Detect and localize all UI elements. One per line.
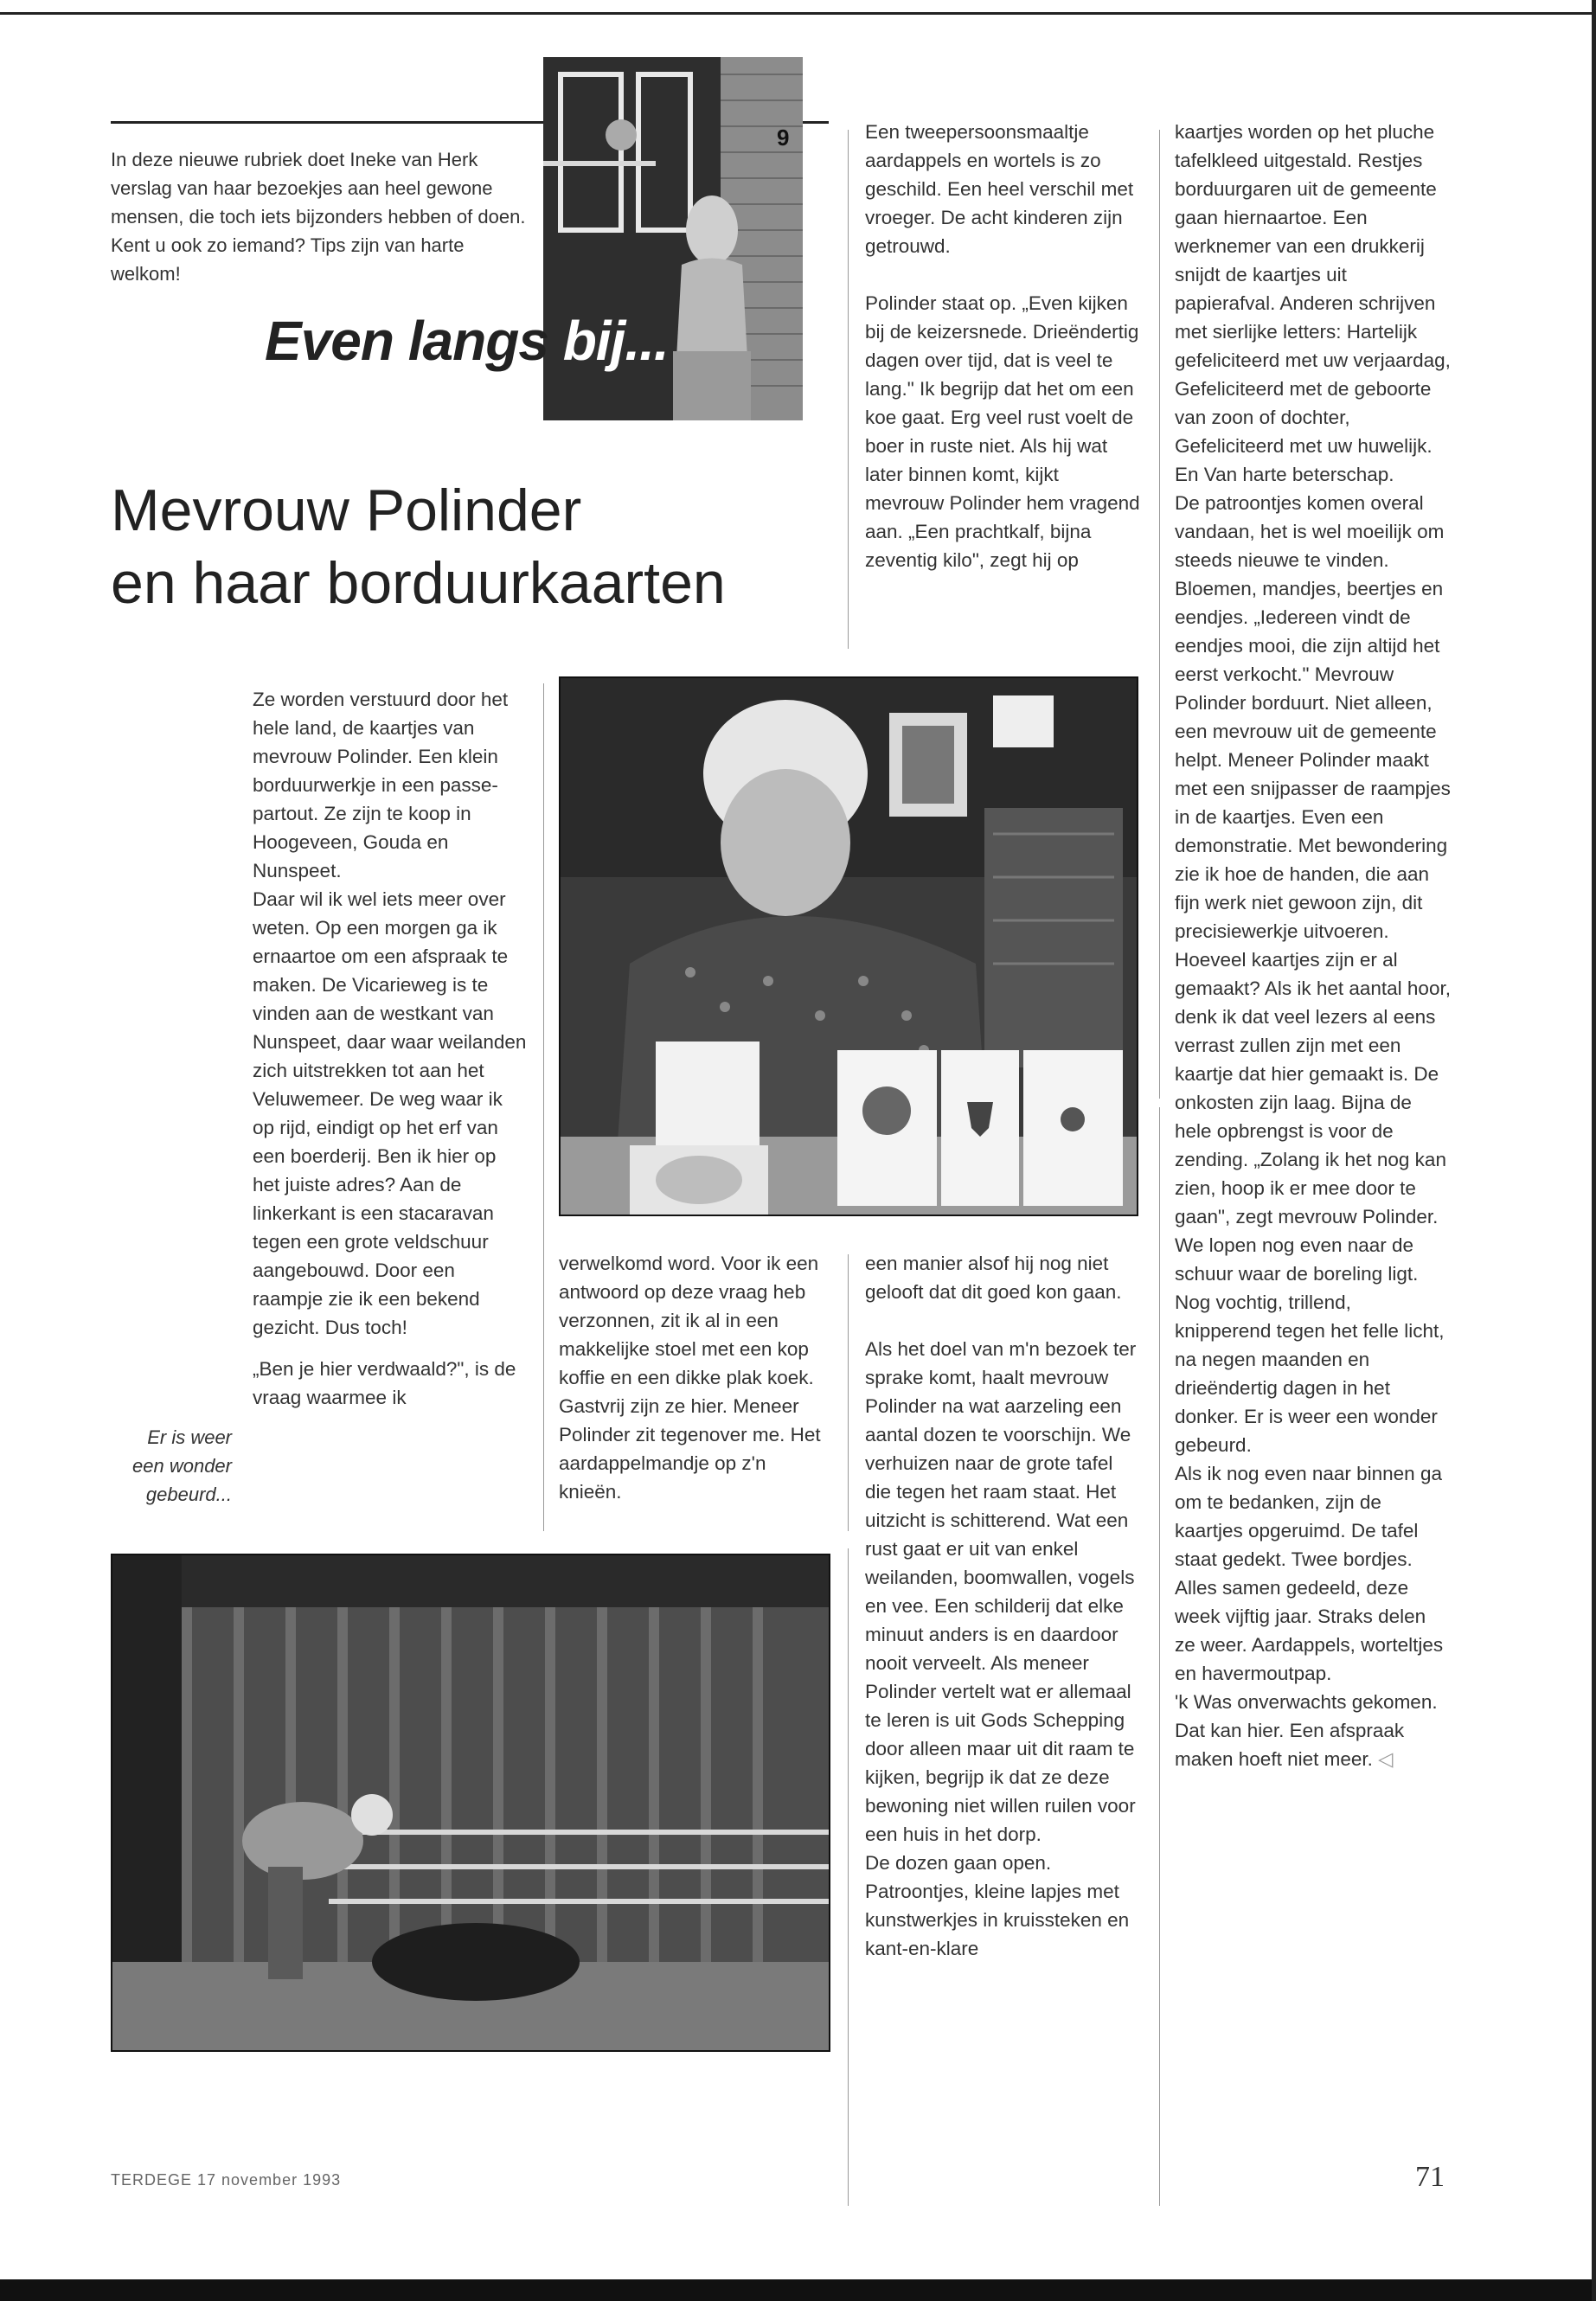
rubric-title-main: Even langs xyxy=(265,310,563,372)
door-number: 9 xyxy=(777,125,790,151)
paragraph: verwelkomd word. Voor ik een antwoord op deze vraag heb verzonnen, zit ik al in een makkelijke stoel met een kop koffie en een dikke plak koek. Gastvrij zijn ze hier. Meneer Polinder zit tegenover me. Het aardappelmandje op z'n knieën. xyxy=(559,1253,821,1503)
barn-photo xyxy=(111,1554,830,2052)
card-photo-graphic xyxy=(561,678,1138,1216)
paragraph: De dozen gaan open. Patroontjes, kleine lapjes met kunstwerkjes in kruissteken en kant-en-klare xyxy=(865,1852,1130,1959)
paragraph: Ze worden verstuurd door het hele land, de kaartjes van mevrouw Polinder. Een klein borduurwerkje in een passe-partout. Ze zijn te koop in Hoogeveen, Gouda en Nunspeet. xyxy=(253,689,509,881)
paragraph: een manier alsof hij nog niet gelooft dat dit goed kon gaan. xyxy=(865,1253,1122,1303)
headline xyxy=(111,474,855,619)
paragraph: Hoeveel kaartjes zijn er al gemaakt? Als ik het aantal hoor, denk ik dat veel lezers al eens verrast zullen zijn met een kaartje dat hier gemaakt is. De onkosten zijn laag. Bijna de hele opbrengst is voor de zending. „Zolang ik het nog kan zien, hoop ik er mee door te gaan", zegt mevrouw Polinder. xyxy=(1175,949,1451,1227)
column-divider xyxy=(848,130,849,649)
column-c-bottom xyxy=(865,1249,1140,1963)
column-divider xyxy=(848,1548,849,2206)
paragraph: Daar wil ik wel iets meer over weten. Op een morgen ga ik ernaartoe om een afspraak te maken. De Vicarieweg is te vinden aan de westkant van Nunspeet, daar waar weilanden zich uitstrekken tot aan het Veluwemeer. De weg waar ik op rijd, eindigt op het erf van een boerderij. Ben ik hier op het juiste adres? Aan de linkerkant is een stacaravan tegen een grote veldschuur aangebouwd. Door een raampje zie ik een bekend gezicht. Dus toch! xyxy=(253,888,527,1338)
paragraph: Polinder staat op. „Even kijken bij de keizersnede. Drieëndertig dagen over tijd, dat is veel te lang." Ik begrijp dat het om een koe gaat. Erg veel rust voelt de boer in ruste niet. Als hij wat later binnen komt, kijkt mevrouw Polinder hem vragend aan. „Een prachtkalf, bijna zeventig kilo", zegt hij op xyxy=(865,292,1140,571)
column-b xyxy=(559,1249,834,1506)
footer-page-number: 71 xyxy=(1415,2161,1445,2193)
card-photo xyxy=(559,676,1138,1216)
paragraph: Als ik nog even naar binnen ga om te bedanken, zijn de kaartjes opgeruimd. De tafel staat gedekt. Twee bordjes. Alles samen gedeeld, deze week vijftig jaar. Straks delen ze weer. Aardappels, worteltjes en havermoutpap. xyxy=(1175,1463,1444,1684)
headline-line-1: Mevrouw Polinder xyxy=(111,478,582,543)
paragraph: Een tweepersoonsmaaltje aardappels en wortels is zo geschild. Een heel verschil met vroeger. De acht kinderen zijn getrouwd. xyxy=(865,121,1134,257)
column-divider xyxy=(1159,1107,1160,2206)
column-d xyxy=(1175,118,1452,1773)
column-divider xyxy=(1159,130,1160,1099)
top-border xyxy=(0,12,1596,15)
photo-caption: Er is weer een wonder gebeurd... xyxy=(132,1426,232,1505)
paragraph: De patroontjes komen overal vandaan, het is wel moeilijk om steeds nieuwe te vinden. Bloemen, mandjes, beertjes en eendjes. „Iedereen vindt de eendjes mooi, die zijn altijd het eerst verkocht." Mevrouw Polinder borduurt. Niet alleen, een mevrouw uit de gemeente helpt. Meneer Polinder maakt met een snijpasser de raampjes in de kaartjes. Even een demonstratie. Met bewondering zie ik hoe de handen, die aan fijn werk niet gewoon zijn, dit precisiewerkje uitvoeren. xyxy=(1175,492,1451,942)
end-mark: ◁ xyxy=(1378,1748,1394,1770)
right-border xyxy=(1592,0,1596,2301)
paragraph: Als het doel van m'n bezoek ter sprake komt, haalt mevrouw Polinder na wat aarzeling een aantal dozen te voorschijn. We verhuizen naar de grote tafel die tegen het raam staat. Het uitzicht is schitterend. Wat een rust gaat er uit van enkel weilanden, boomwallen, vogels en vee. Een schilderij dat elke minuut anders is en daardoor nooit verveelt. Als meneer Polinder vertelt wat er allemaal te leren is uit Gods Schepping door alleen maar uit dit raam te kijken, begrijp ik dat ze deze bewoning niet willen ruilen voor een huis in het dorp. xyxy=(865,1338,1137,1845)
paragraph: We lopen nog even naar de schuur waar de boreling ligt. Nog vochtig, trillend, knipperend tegen het felle licht, na negen maanden en drieëndertig dagen in het donker. Er is weer een wonder gebeurd. xyxy=(1175,1234,1445,1456)
footer-magazine: TERDEGE 17 november 1993 xyxy=(111,2171,342,2189)
rubric-intro: In deze nieuwe rubriek doet Ineke van Herk verslag van haar bezoekjes aan heel gewone mensen, die toch iets bijzonders hebben of doen. Kent u ook zo iemand? Tips zijn van harte welkom! xyxy=(111,149,526,285)
bottom-border xyxy=(0,2279,1596,2301)
paragraph: 'k Was onverwachts gekomen. Dat kan hier. Een afspraak maken hoeft niet meer. xyxy=(1175,1691,1438,1770)
column-c-top xyxy=(865,118,1140,574)
paragraph: kaartjes worden op het pluche tafelkleed uitgestald. Restjes borduurgaren uit de gemeente gaan hiernaartoe. Een werknemer van een drukkerij snijdt de kaartjes uit papierafval. Anderen schrijven met sierlijke letters: Hartelijk gefeliciteerd met uw verjaardag, Gefeliciteerd met de geboorte van zoon of dochter, Gefeliciteerd met uw huwelijk. En Van harte beterschap. xyxy=(1175,121,1451,485)
column-divider xyxy=(543,683,544,1531)
rubric-title xyxy=(265,309,669,373)
column-divider xyxy=(848,1254,849,1531)
column-a xyxy=(253,685,528,1412)
headline-line-2: en haar borduurkaarten xyxy=(111,550,726,616)
barn-photo-graphic xyxy=(112,1555,830,2052)
rubric-title-bij: bij... xyxy=(562,310,669,372)
paragraph: „Ben je hier verdwaald?", is de vraag waarmee ik xyxy=(253,1358,516,1408)
